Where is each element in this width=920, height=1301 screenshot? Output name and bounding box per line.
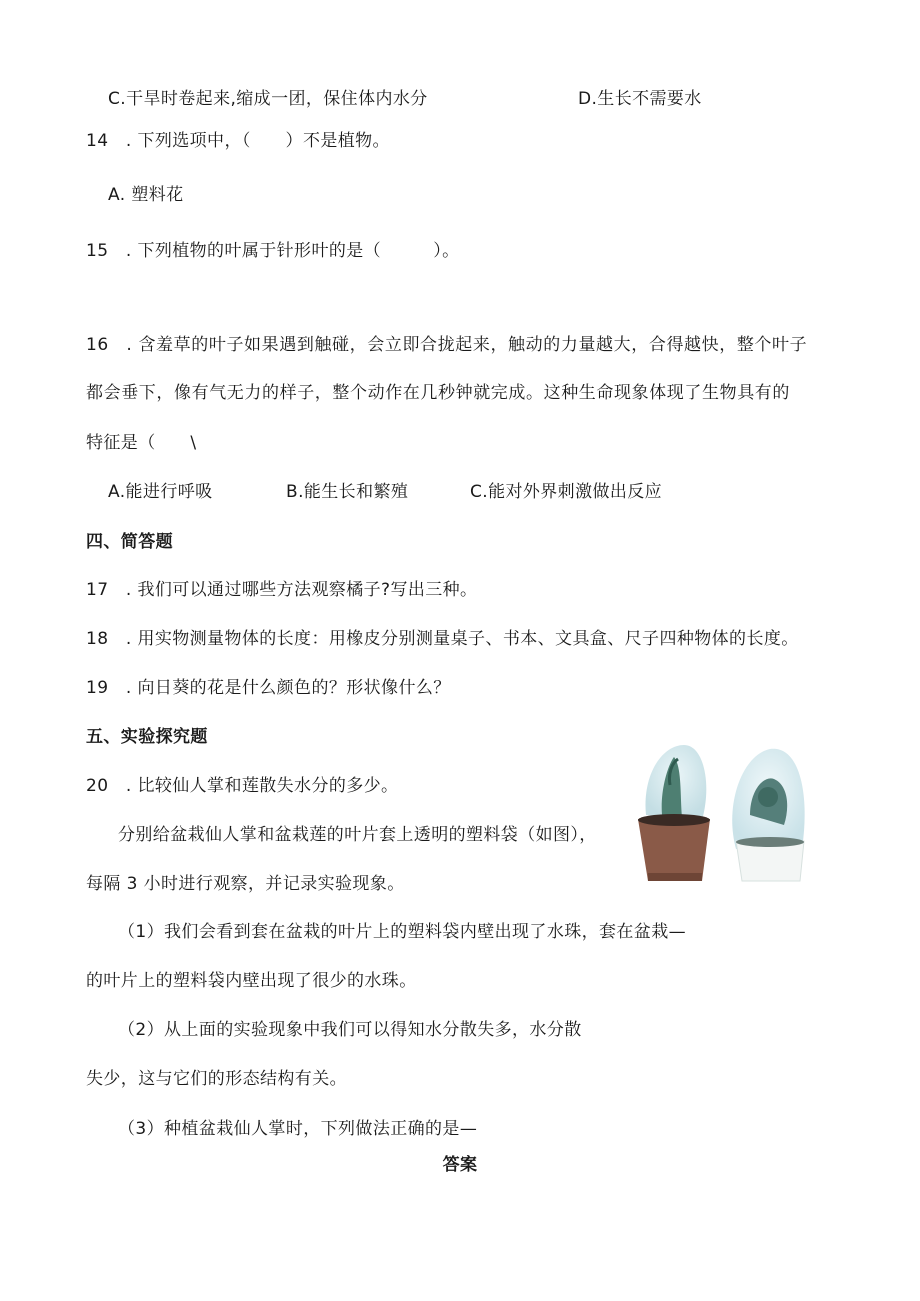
q16-line-3: 特征是（ \ xyxy=(86,433,197,453)
q20-description-line-2: 每隔 3 小时进行观察，并记录实验现象。 xyxy=(86,874,405,894)
q14-stem: 14 . 下列选项中，（ ）不是植物。 xyxy=(86,131,390,151)
answers-heading: 答案 xyxy=(442,1155,478,1175)
q20-stem: 20 . 比较仙人掌和莲散失水分的多少。 xyxy=(86,776,399,796)
q19-stem: 19 . 向日葵的花是什么颜色的？形状像什么？ xyxy=(86,678,451,698)
q16-option-b: B.能生长和繁殖 xyxy=(286,482,409,502)
q20-sub1-line-2: 的叶片上的塑料袋内壁出现了很少的水珠。 xyxy=(86,971,417,991)
q15-stem: 15 . 下列植物的叶属于针形叶的是（ ）。 xyxy=(86,241,460,261)
section-5-title: 五、实验探究题 xyxy=(86,727,208,747)
q20-sub2-line-2: 失少，这与它们的形态结构有关。 xyxy=(86,1069,347,1089)
q20-sub2-line-1: （2）从上面的实验现象中我们可以得知水分散失多，水分散 xyxy=(118,1020,582,1040)
q17-stem: 17 . 我们可以通过哪些方法观察橘子?写出三种。 xyxy=(86,580,478,600)
q14-option-a: A. 塑料花 xyxy=(108,185,184,205)
q16-option-c: C.能对外界刺激做出反应 xyxy=(470,482,663,502)
section-4-title: 四、简答题 xyxy=(86,532,173,552)
q13-option-d: D.生长不需要水 xyxy=(578,89,702,109)
q20-sub1-line-1: （1）我们会看到套在盆栽的叶片上的塑料袋内壁出现了水珠，套在盆栽— xyxy=(118,922,687,942)
q16-option-a: A.能进行呼吸 xyxy=(108,482,213,502)
q13-option-c: C.干旱时卷起来,缩成一团，保住体内水分 xyxy=(108,89,428,109)
q18-stem: 18 . 用实物测量物体的长度：用橡皮分别测量桌子、书本、文具盒、尺子四种物体的长度。 xyxy=(86,629,799,649)
q20-description-line-1: 分别给盆栽仙人掌和盆栽莲的叶片套上透明的塑料袋（如图）， xyxy=(118,825,597,845)
q16-line-2: 都会垂下，像有气无力的样子，整个动作在几秒钟就完成。这种生命现象体现了生物具有的 xyxy=(86,383,790,403)
q20-sub3: （3）种植盆栽仙人掌时，下列做法正确的是— xyxy=(118,1119,478,1139)
q16-line-1: 16 . 含羞草的叶子如果遇到触碰，会立即合拢起来，触动的力量越大，合得越快，整个叶子 xyxy=(86,335,808,355)
experiment-photo xyxy=(632,745,810,883)
